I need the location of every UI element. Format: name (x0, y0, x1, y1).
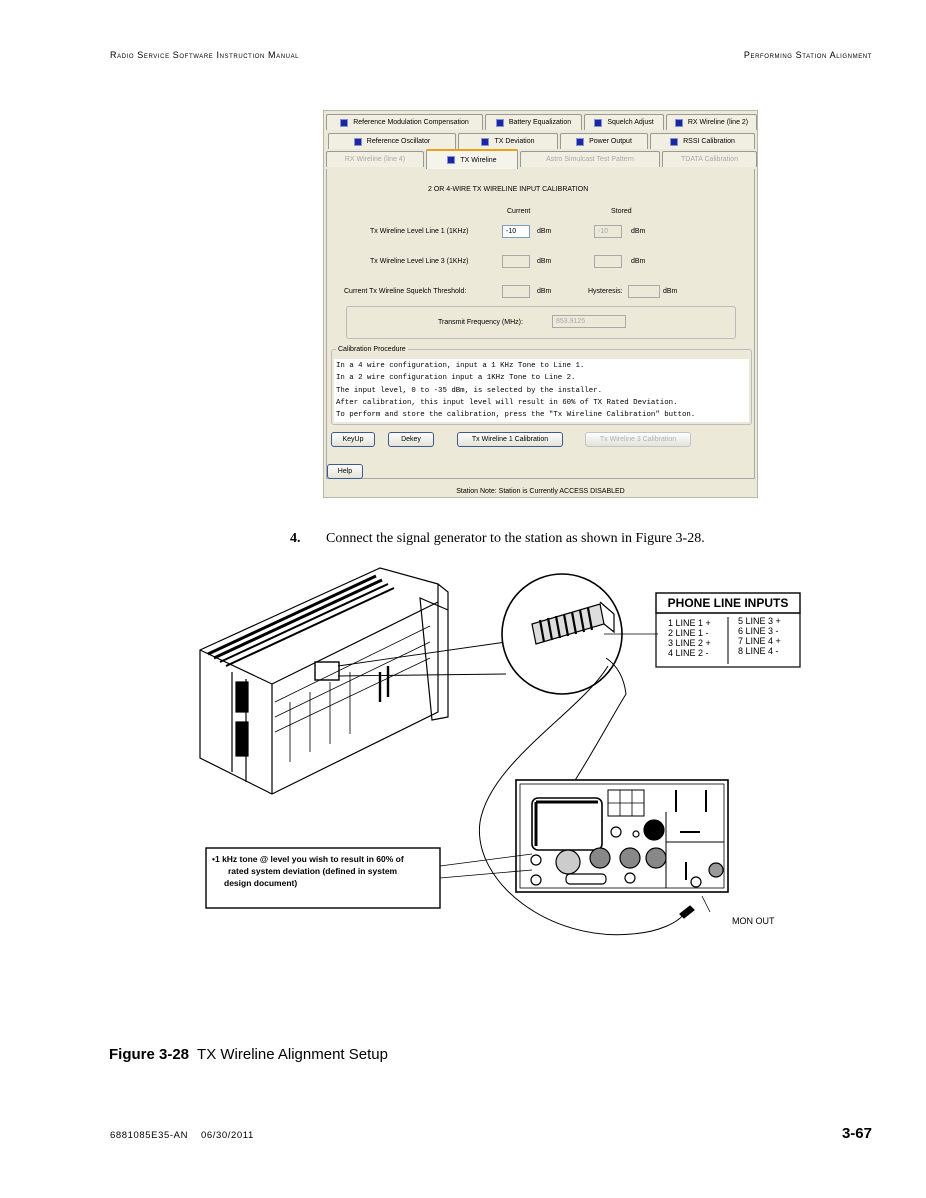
tab-row-3 (326, 151, 755, 169)
dekey-button[interactable]: Dekey (388, 432, 434, 447)
keyup-button[interactable]: KeyUp (331, 432, 375, 447)
help-button[interactable]: Help (327, 464, 363, 479)
step-text: Connect the signal generator to the station as shown in Figure 3-28. (326, 531, 705, 546)
tab-squelch-adjust[interactable]: Squelch Adjust (584, 114, 664, 130)
phone-line-left-list (668, 618, 711, 658)
mon-out-label: MON OUT (732, 916, 775, 926)
calibration-procedure-text (334, 359, 749, 422)
line1-stored-field: -10 (594, 225, 622, 238)
squelch-threshold-label: Current Tx Wireline Squelch Threshold: (344, 288, 467, 295)
column-stored-header: Stored (611, 208, 632, 215)
procedure-line: After calibration, this input level will result in 60% of TX Rated Deviation. (336, 398, 678, 407)
procedure-line: The input level, 0 to -35 dBm, is selected by the installer. (336, 386, 603, 395)
footer-doc-id: 6881085E35-AN 06/30/2011 (110, 1130, 254, 1141)
tab-reference-oscillator[interactable]: Reference Oscillator (328, 133, 456, 149)
calibration-procedure-title: Calibration Procedure (338, 346, 406, 353)
tab-rssi-calibration[interactable]: RSSI Calibration (650, 133, 755, 149)
tab-astro-simulcast-test-pattern[interactable]: Astro Simulcast Test Pattern (520, 151, 660, 167)
tab-icon (496, 119, 504, 127)
tab-icon (670, 138, 678, 146)
phone-line-entry: 5 LINE 3 + (738, 616, 781, 626)
tab-icon (675, 119, 683, 127)
tab-row-1 (326, 114, 755, 132)
tab-rx-wireline-line-4[interactable]: RX Wireline (line 4) (326, 151, 424, 167)
status-bar: Station Note: Station is Currently ACCESS DISABLED (456, 488, 625, 495)
frequency-group (346, 306, 736, 339)
column-current-header: Current (507, 208, 531, 215)
running-header-left: Radio Service Software Instruction Manual (110, 50, 300, 60)
line1-current-unit: dBm (537, 228, 552, 235)
hysteresis-label: Hysteresis: (588, 288, 623, 295)
figure-caption-text: TX Wireline Alignment Setup (197, 1046, 388, 1063)
tab-tx-deviation[interactable]: TX Deviation (458, 133, 558, 149)
station-rack-drawing (200, 568, 448, 794)
tab-icon (354, 138, 362, 146)
figure-3-28-illustration (180, 562, 805, 942)
line3-current-field[interactable] (502, 255, 530, 268)
squelch-threshold-field[interactable] (502, 285, 530, 298)
line1-stored-unit: dBm (631, 228, 646, 235)
line1-label: Tx Wireline Level Line 1 (1KHz) (370, 228, 469, 235)
phone-line-entry: 6 LINE 3 - (738, 626, 779, 636)
line3-stored-field (594, 255, 622, 268)
hysteresis-unit: dBm (663, 288, 678, 295)
phone-line-entry: 2 LINE 1 - (668, 628, 709, 638)
line3-current-unit: dBm (537, 258, 552, 265)
hysteresis-field[interactable] (628, 285, 660, 298)
tab-tx-wireline[interactable]: TX Wireline (426, 149, 518, 169)
line3-label: Tx Wireline Level Line 3 (1KHz) (370, 258, 469, 265)
procedure-line: In a 2 wire configuration input a 1KHz Tone to Line 2. (336, 374, 576, 383)
tab-icon (594, 119, 602, 127)
squelch-unit: dBm (537, 288, 552, 295)
tab-icon (340, 119, 348, 127)
line3-stored-unit: dBm (631, 258, 646, 265)
transmit-frequency-field: 853.9125 (552, 315, 626, 328)
phone-line-entry: 8 LINE 4 - (738, 646, 779, 656)
tab-tdata-calibration[interactable]: TDATA Calibration (662, 151, 757, 167)
step-4 (290, 531, 705, 547)
tab-icon (447, 156, 455, 164)
tab-rx-wireline-line-2[interactable]: RX Wireline (line 2) (666, 114, 757, 130)
procedure-line: To perform and store the calibration, press the "Tx Wireline Calibration" button. (336, 411, 696, 420)
software-screenshot (323, 110, 758, 498)
phone-line-entry: 3 LINE 2 + (668, 638, 711, 648)
tx-wireline-3-calibration-button[interactable]: Tx Wireline 3 Calibration (585, 432, 691, 447)
tx-wireline-1-calibration-button[interactable]: Tx Wireline 1 Calibration (457, 432, 563, 447)
service-monitor-drawing (516, 780, 728, 892)
transmit-frequency-label: Transmit Frequency (MHz): (438, 319, 523, 326)
step-number: 4. (290, 531, 301, 546)
line1-current-field[interactable]: -10 (502, 225, 530, 238)
phone-line-inputs-title: PHONE LINE INPUTS (667, 596, 789, 610)
panel-title: 2 OR 4-WIRE TX WIRELINE INPUT CALIBRATION (428, 186, 589, 193)
phone-line-entry: 1 LINE 1 + (668, 618, 711, 628)
phone-line-right-list (738, 616, 781, 656)
tab-row-2 (326, 133, 755, 151)
tab-battery-equalization[interactable]: Battery Equalization (485, 114, 582, 130)
procedure-line: In a 4 wire configuration, input a 1 KHz Tone to Line 1. (336, 362, 585, 370)
figure-caption (109, 1046, 388, 1063)
running-header-right: Performing Station Alignment (743, 50, 872, 60)
tab-icon (576, 138, 584, 146)
phone-line-entry: 4 LINE 2 - (668, 648, 709, 658)
callout-line: design document) (224, 878, 298, 888)
phone-line-entry: 7 LINE 4 + (738, 636, 781, 646)
page-number: 3-67 (841, 1125, 872, 1142)
tab-reference-modulation-compensation[interactable]: Reference Modulation Compensation (326, 114, 483, 130)
tab-icon (481, 138, 489, 146)
tab-power-output[interactable]: Power Output (560, 133, 648, 149)
callout-line: rated system deviation (defined in system (228, 866, 398, 876)
callout-line: •1 kHz tone @ level you wish to result in 60% of (212, 854, 404, 864)
figure-caption-label: Figure 3-28 (109, 1046, 190, 1063)
